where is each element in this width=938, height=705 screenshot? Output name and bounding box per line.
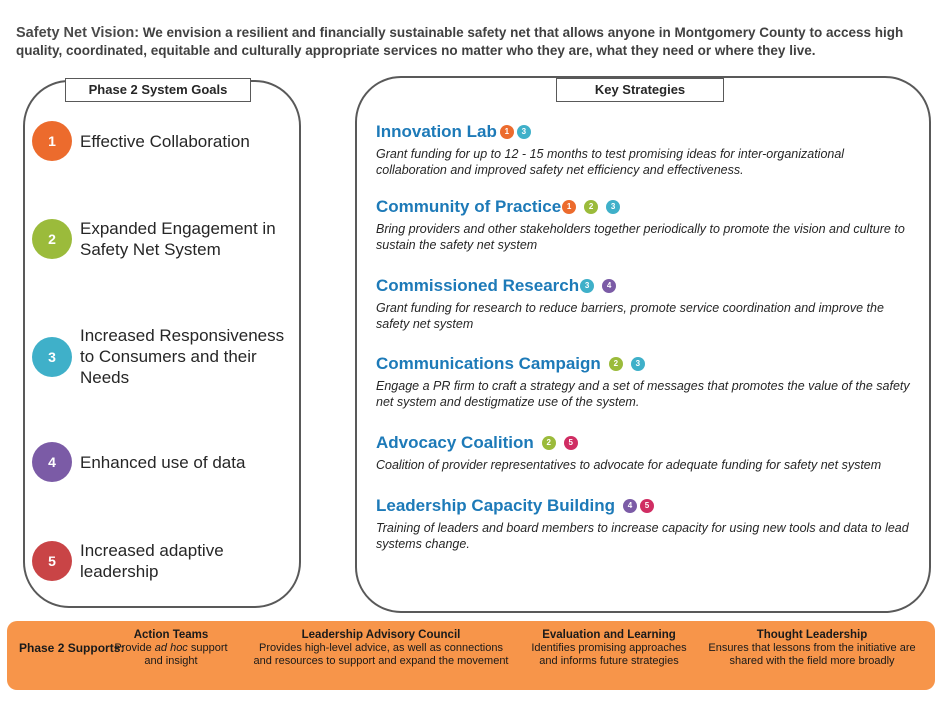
supports-bar — [7, 621, 935, 690]
support-title: Evaluation and Learning — [542, 629, 676, 641]
goal-label: Enhanced use of data — [80, 452, 246, 472]
goal-item-2 — [32, 218, 285, 260]
goal-number-circle: 4 — [32, 442, 72, 482]
strategy-title: Advocacy Coalition — [376, 433, 534, 452]
vision-label: Safety Net Vision: — [16, 25, 140, 41]
support-title: Leadership Advisory Council — [301, 629, 461, 641]
goal-badge-2: 2 — [542, 436, 556, 450]
support-leadership-advisory-council — [250, 629, 512, 668]
support-text: Ensures that lessons from the initiative are shared with the field more broadly — [708, 642, 916, 667]
goal-badge-3: 3 — [517, 125, 531, 139]
strategy-title: Community of Practice — [376, 197, 562, 216]
strategy-description: Grant funding for up to 12 - 15 months to test promising ideas for inter-organizational collaboration and improved safety net efficiency and effectiveness. — [376, 147, 845, 177]
support-title: Thought Leadership — [756, 629, 868, 641]
support-title: Action Teams — [133, 629, 209, 641]
strategy-leadership-capacity-building — [376, 495, 916, 552]
strategy-title: Communications Campaign — [376, 354, 601, 373]
goal-badge-3: 3 — [606, 200, 620, 214]
support-evaluation-and-learning — [523, 629, 695, 668]
goal-badge-3: 3 — [631, 357, 645, 371]
goal-number-circle: 2 — [32, 219, 72, 259]
goals-panel-header: Phase 2 System Goals — [65, 78, 251, 102]
strategy-title: Leadership Capacity Building — [376, 496, 615, 515]
strategy-communications-campaign — [376, 353, 916, 410]
strategy-description: Engage a PR firm to craft a strategy and a set of messages that promotes the value of the safety net system and destigmatize use of the system. — [376, 379, 910, 409]
goal-badge-4: 4 — [602, 279, 616, 293]
support-action-teams — [107, 629, 235, 668]
vision-statement — [16, 24, 931, 60]
strategy-advocacy-coalition — [376, 432, 916, 473]
goal-number-circle: 1 — [32, 121, 72, 161]
goal-item-3 — [32, 325, 285, 388]
strategy-community-of-practice — [376, 196, 916, 253]
support-text: support and insight — [144, 642, 228, 667]
support-thought-leadership — [707, 629, 917, 668]
goal-badge-5: 5 — [640, 499, 654, 513]
goal-number-circle: 5 — [32, 541, 72, 581]
goal-badge-3: 3 — [580, 279, 594, 293]
goal-badge-1: 1 — [562, 200, 576, 214]
goal-label: Increased adaptive leadership — [80, 541, 224, 581]
goal-badge-2: 2 — [584, 200, 598, 214]
support-text-italic: ad hoc — [154, 642, 188, 654]
vision-text: We envision a resilient and financially sustainable safety net that allows anyone in Montgomery County to access high quality, coordinated, equitable and culturally appropriate services no matter who they are, what they need or where they live. — [16, 25, 904, 58]
goal-number-circle: 3 — [32, 337, 72, 377]
strategy-description: Training of leaders and board members to increase capacity for using new tools and data to lead systems change. — [376, 521, 909, 551]
support-text: Provides high-level advice, as well as connections and resources to support and expand the movement — [253, 642, 509, 667]
goal-item-5 — [32, 540, 285, 582]
strategies-panel-header: Key Strategies — [556, 78, 724, 102]
goal-badge-4: 4 — [623, 499, 637, 513]
strategy-description: Coalition of provider representatives to advocate for adequate funding for safety net system — [376, 458, 882, 472]
strategy-title: Innovation Lab — [376, 122, 497, 141]
strategy-description: Bring providers and other stakeholders together periodically to promote the vision and culture to sustain the safety net system — [376, 222, 905, 252]
support-text: Provide — [114, 642, 155, 654]
goal-badge-2: 2 — [609, 357, 623, 371]
goal-label: Effective Collaboration — [80, 131, 250, 151]
goal-item-1 — [32, 121, 285, 161]
strategy-title: Commissioned Research — [376, 276, 580, 295]
goal-badge-5: 5 — [564, 436, 578, 450]
goal-label: Increased Responsiveness to Consumers and their Needs — [80, 326, 285, 387]
strategy-innovation-lab — [376, 121, 916, 178]
support-text: Identifies promising approaches and informs future strategies — [531, 642, 687, 667]
goal-item-4 — [32, 442, 285, 482]
goal-label: Expanded Engagement in Safety Net System — [80, 219, 276, 259]
goal-badge-1: 1 — [500, 125, 514, 139]
supports-label: Phase 2 Supports: — [19, 641, 125, 655]
strategy-description: Grant funding for research to reduce barriers, promote service coordination and improve the safety net system — [376, 301, 884, 331]
strategy-commissioned-research — [376, 275, 916, 332]
